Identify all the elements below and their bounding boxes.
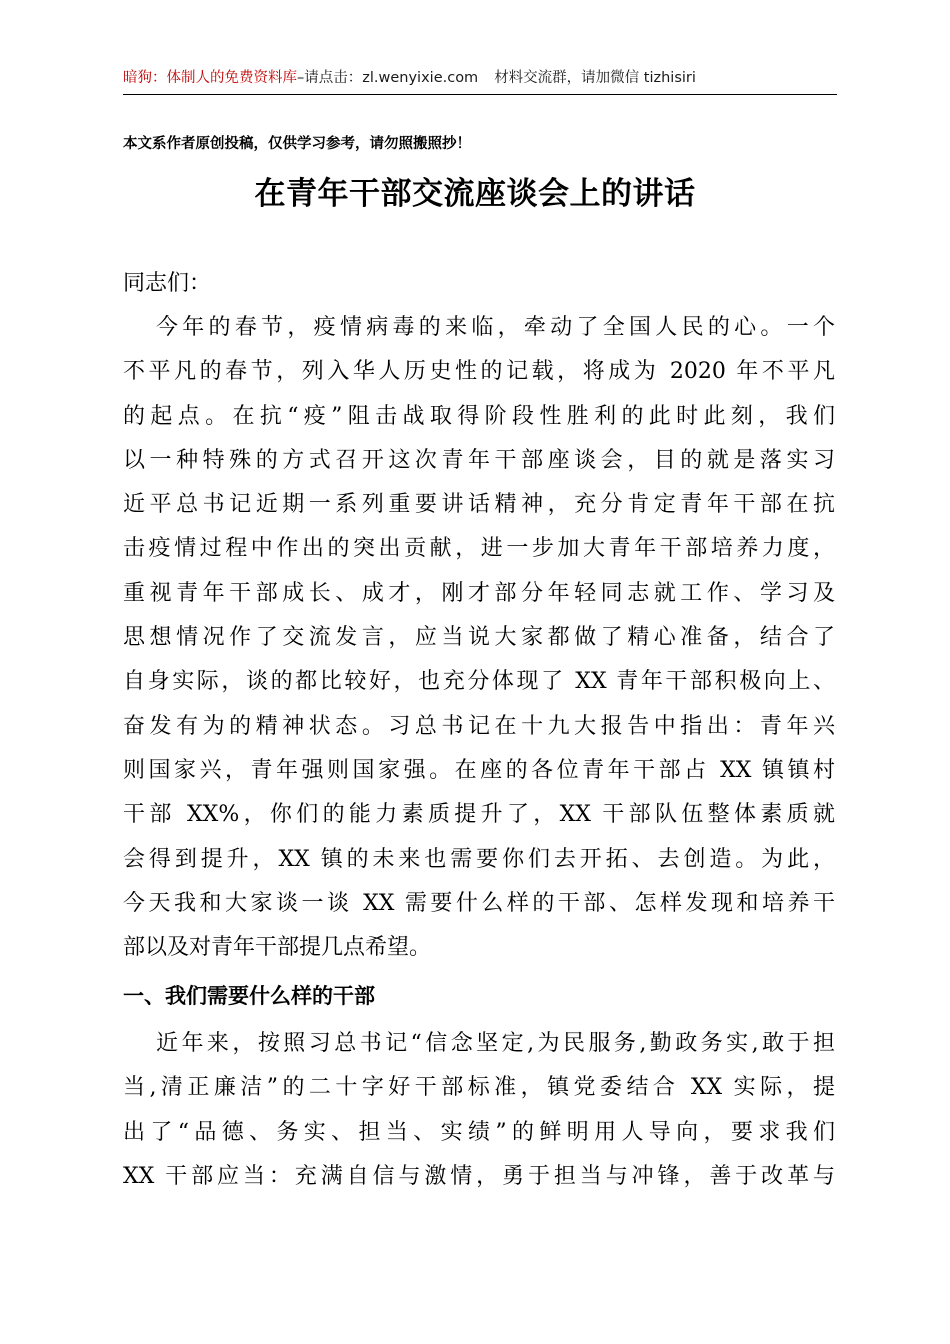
paragraph-line: 会得到提升，XX 镇的未来也需要你们去开拓、去创造。为此， bbox=[123, 846, 835, 872]
page-header bbox=[123, 66, 837, 95]
paragraph-line: 自身实际，谈的都比较好，也充分体现了 XX 青年干部积极向上、 bbox=[123, 669, 835, 695]
header-url-link[interactable]: zl.wenyixie.com bbox=[362, 70, 479, 86]
paragraph-line: 出了“品德、务实、担当、实绩”的鲜明用人导向，要求我们 bbox=[123, 1119, 835, 1145]
paragraph-line: 击疫情过程中作出的突出贡献，进一步加大青年干部培养力度， bbox=[123, 536, 835, 562]
paragraph-line: 干部 XX%，你们的能力素质提升了，XX 干部队伍整体素质就 bbox=[123, 802, 835, 828]
paragraph-line: 部以及对青年干部提几点希望。 bbox=[123, 935, 432, 961]
paragraph-line: 则国家兴，青年强则国家强。在座的各位青年干部占 XX 镇镇村 bbox=[123, 757, 835, 783]
document-title: 在青年干部交流座谈会上的讲话 bbox=[254, 176, 696, 212]
copyright-notice: 本文系作者原创投稿，仅供学习参考，请勿照搬照抄！ bbox=[123, 135, 471, 152]
salutation: 同志们： bbox=[123, 271, 212, 296]
paragraph-2 bbox=[123, 1022, 843, 1199]
paragraph-line: 今天我和大家谈一谈 XX 需要什么样的干部、怎样发现和培养干 bbox=[123, 890, 835, 916]
header-click-prefix: –请点击： bbox=[297, 70, 363, 86]
header-group-text: 材料交流群，请加微信 tizhisiri bbox=[494, 70, 696, 86]
paragraph-line: 以一种特殊的方式召开这次青年干部座谈会，目的就是落实习 bbox=[123, 447, 835, 473]
paragraph-line: 近年来，按照习总书记“信念坚定,为民服务,勤政务实,敢于担 bbox=[156, 1031, 835, 1056]
paragraph-line: 不平凡的春节，列入华人历史性的记载，将成为 2020 年不平凡 bbox=[123, 359, 835, 385]
section-heading-1: 一、我们需要什么样的干部 bbox=[123, 984, 375, 1008]
paragraph-line: 思想情况作了交流发言，应当说大家都做了精心准备，结合了 bbox=[123, 625, 835, 651]
paragraph-line: 重视青年干部成长、成才，刚才部分年轻同志就工作、学习及 bbox=[123, 580, 835, 606]
paragraph-line: 当,清正廉洁”的二十字好干部标准，镇党委结合 XX 实际，提 bbox=[123, 1075, 835, 1101]
paragraph-line: 近平总书记近期一系列重要讲话精神，充分肯定青年干部在抗 bbox=[123, 492, 835, 518]
paragraph-line: 奋发有为的精神状态。习总书记在十九大报告中指出：青年兴 bbox=[123, 713, 835, 739]
paragraph-line: XX 干部应当：充满自信与激情，勇于担当与冲锋，善于改革与 bbox=[123, 1163, 835, 1189]
paragraph-1 bbox=[123, 306, 843, 970]
paragraph-line: 的起点。在抗“疫”阻击战取得阶段性胜利的此时此刻，我们 bbox=[123, 403, 835, 429]
header-site-name: 暗狗：体制人的免费资料库 bbox=[123, 70, 297, 86]
paragraph-line: 今年的春节，疫情病毒的来临，牵动了全国人民的心。一个 bbox=[156, 315, 835, 340]
